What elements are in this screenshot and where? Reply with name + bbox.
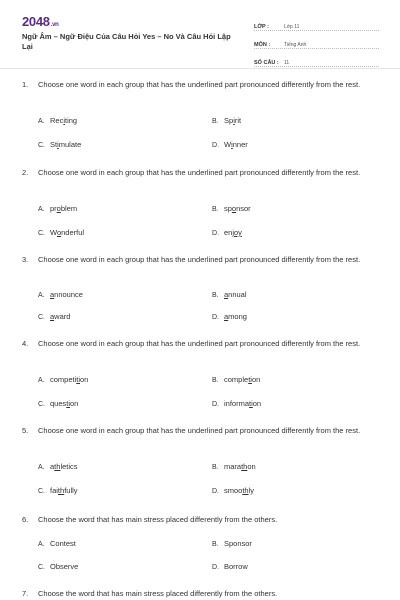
question-number: 6. — [22, 515, 29, 524]
option-c[interactable]: C. question — [38, 399, 79, 408]
question-7 — [22, 588, 382, 599]
question-3 — [22, 254, 382, 321]
question-stem: Choose one word in each group that has the underlined part pronounced differently from the rest. — [38, 339, 361, 348]
option-a[interactable]: A. announce — [38, 290, 83, 299]
question-stem: Choose the word that has main stress placed differently from the others. — [38, 515, 278, 524]
question-number: 7. — [22, 589, 29, 598]
meta-subject-row — [254, 36, 379, 49]
option-a[interactable]: A. athletics — [38, 462, 78, 471]
meta-subject-value: Tiếng Anh — [284, 42, 307, 48]
option-a[interactable]: A. competition — [38, 375, 89, 384]
option-c[interactable]: C. Wonderful — [38, 228, 85, 237]
meta-count-label: SỐ CÂU : — [254, 60, 279, 66]
question-6 — [22, 514, 382, 571]
option-a[interactable]: A. Contest — [38, 539, 76, 548]
question-stem: Choose one word in each group that has the underlined part pronounced differently from the rest. — [38, 426, 361, 435]
option-c[interactable]: C. Observe — [38, 562, 79, 571]
quiz-meta — [254, 18, 379, 72]
site-logo[interactable]: 2048.vn — [22, 14, 59, 29]
option-d[interactable]: D. Borrow — [212, 562, 248, 571]
option-d[interactable]: D. Winner — [212, 140, 248, 149]
meta-count-row — [254, 54, 379, 67]
question-number: 3. — [22, 255, 29, 264]
option-b[interactable]: B. Sponsor — [212, 539, 252, 548]
option-c[interactable]: C. award — [38, 312, 71, 321]
meta-class-value: Lớp 11 — [284, 24, 300, 30]
question-4 — [22, 338, 382, 408]
meta-count-value: 11 — [284, 60, 290, 66]
option-d[interactable]: D. enjoy — [212, 228, 242, 237]
question-number: 2. — [22, 168, 29, 177]
question-2 — [22, 167, 382, 237]
meta-subject-label: MÔN : — [254, 42, 271, 48]
question-5 — [22, 425, 382, 495]
question-stem: Choose one word in each group that has the underlined part pronounced differently from the rest. — [38, 255, 361, 264]
option-c[interactable]: C. Stimulate — [38, 140, 82, 149]
option-b[interactable]: B. annual — [212, 290, 247, 299]
question-number: 4. — [22, 339, 29, 348]
option-a[interactable]: A. problem — [38, 204, 78, 213]
option-b[interactable]: B. completion — [212, 375, 261, 384]
quiz-header — [0, 0, 400, 69]
meta-class-label: LỚP : — [254, 24, 269, 30]
option-a[interactable]: A. Reciting — [38, 116, 78, 125]
option-d[interactable]: D. information — [212, 399, 262, 408]
question-stem: Choose the word that has main stress placed differently from the others. — [38, 589, 278, 598]
option-c[interactable]: C. faithfully — [38, 486, 78, 495]
option-d[interactable]: D. among — [212, 312, 247, 321]
question-stem: Choose one word in each group that has the underlined part pronounced differently from the rest. — [38, 168, 361, 177]
question-1 — [22, 79, 382, 149]
option-b[interactable]: B. sponsor — [212, 204, 251, 213]
question-number: 1. — [22, 80, 29, 89]
option-d[interactable]: D. smoothly — [212, 486, 255, 495]
question-stem: Choose one word in each group that has the underlined part pronounced differently from the rest. — [38, 80, 361, 89]
option-b[interactable]: B. marathon — [212, 462, 256, 471]
quiz-title: Ngữ Âm – Ngữ Điệu Của Câu Hỏi Yes – No Và Câu Hỏi Lập Lại — [22, 32, 231, 51]
question-number: 5. — [22, 426, 29, 435]
meta-class-row — [254, 18, 379, 31]
option-b[interactable]: B. Spirit — [212, 116, 242, 125]
